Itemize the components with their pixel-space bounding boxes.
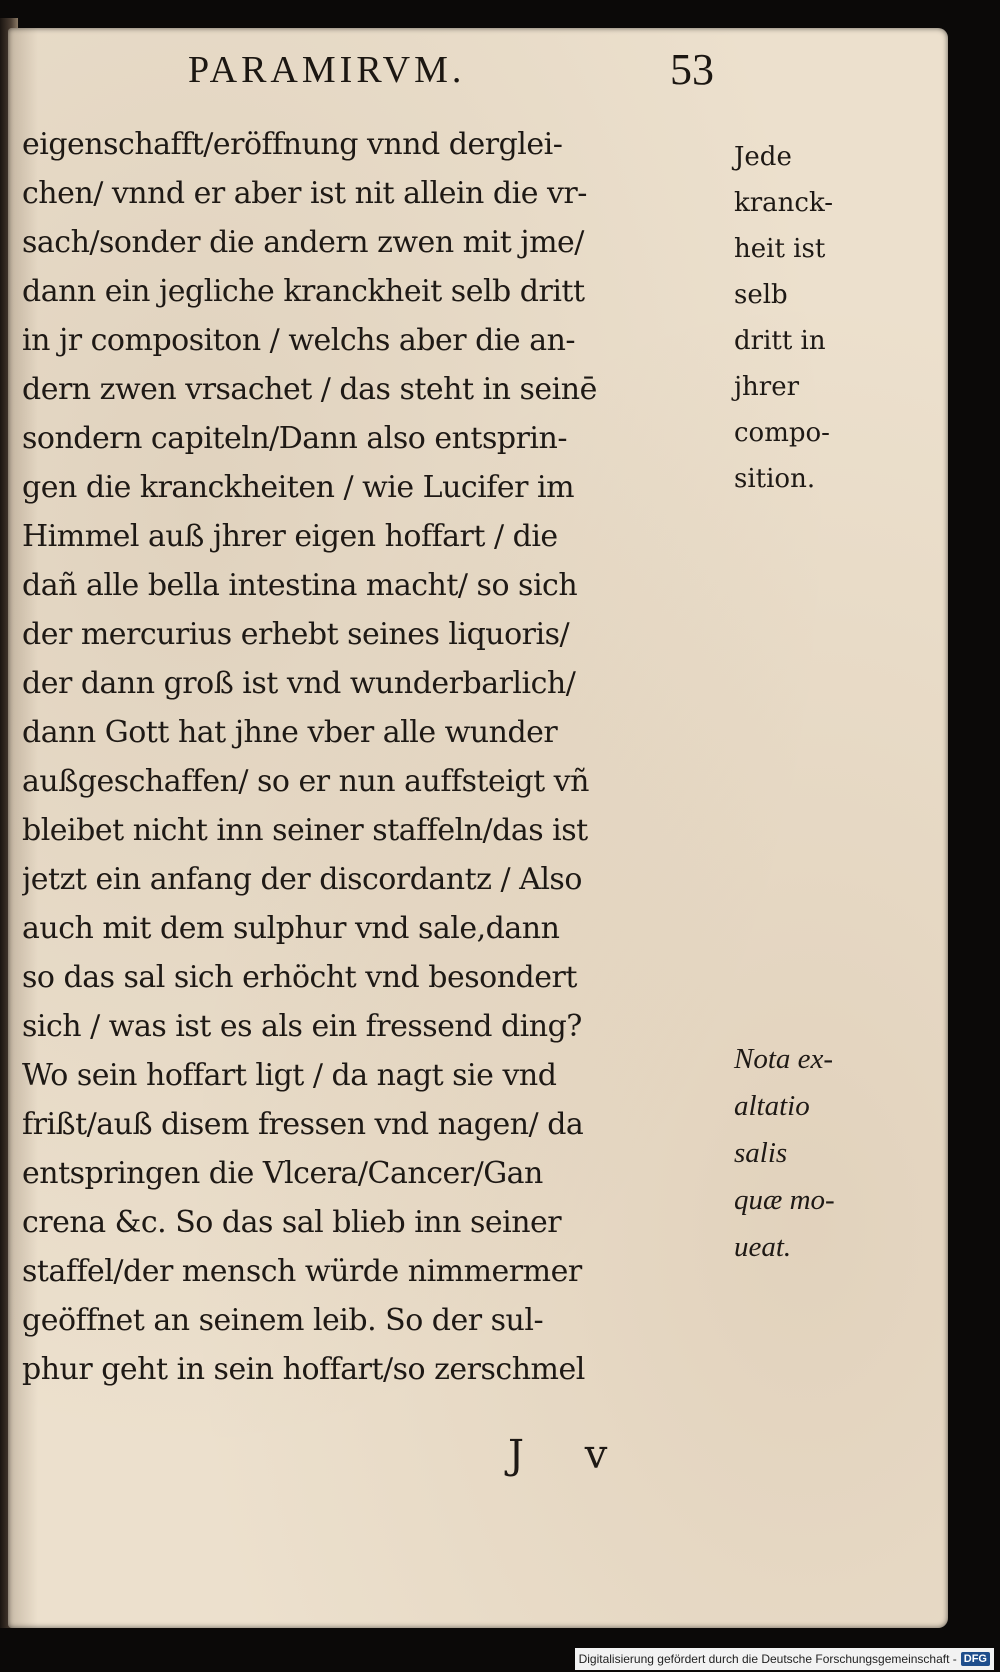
book-page <box>8 28 948 1628</box>
page-number: 53 <box>670 45 714 94</box>
text-line: frißt/auß disem fressen vnd nagen/ da <box>22 1107 584 1142</box>
text-line: chen/ vnnd er aber ist nit allein die vr- <box>22 176 587 211</box>
margin-note-line: heit ist <box>734 234 826 264</box>
margin-note-line: altatio <box>734 1090 810 1122</box>
text-line: so das sal sich erhöcht vnd besondert <box>22 960 577 995</box>
text-line: sich / was ist es als ein fressend ding? <box>22 1009 582 1044</box>
text-line: in jr compositon / welchs aber die an- <box>22 323 576 358</box>
text-line: Wo sein hoffart ligt / da nagt sie vnd <box>22 1058 557 1093</box>
margin-note-line: Nota ex- <box>734 1043 834 1075</box>
signature-mark: J v <box>508 1432 632 1478</box>
text-line: staffel/der mensch würde nimmermer <box>22 1254 582 1289</box>
text-line: bleibet nicht inn seiner staffeln/das ist <box>22 813 588 848</box>
text-line: der dann groß ist vnd wunderbarlich/ <box>22 666 576 701</box>
margin-note-line: dritt in <box>734 326 826 356</box>
text-line: dañ alle bella intestina macht/ so sich <box>22 568 578 603</box>
text-line: sondern capiteln/Dann also entsprin- <box>22 421 567 456</box>
margin-note-line: selb <box>734 280 788 310</box>
text-line: dann ein jegliche kranckheit selb dritt <box>22 274 585 309</box>
text-line: geöffnet an seinem leib. So der sul- <box>22 1303 544 1338</box>
text-line: eigenschafft/eröffnung vnnd derglei- <box>22 127 563 162</box>
digitization-footer <box>575 1648 994 1670</box>
margin-note-line: Jede <box>734 142 792 172</box>
margin-note-line: jhrer <box>734 372 800 402</box>
margin-note-line: compo- <box>734 418 830 448</box>
text-line: jetzt ein anfang der discordantz / Also <box>22 862 582 897</box>
text-line: sach/sonder die andern zwen mit jme/ <box>22 225 584 260</box>
text-line: entspringen die Vlcera/Cancer/Gan <box>22 1156 543 1191</box>
text-line: der mercurius erhebt seines liquoris/ <box>22 617 570 652</box>
text-line: außgeschaffen/ so er nun auffsteigt vñ <box>22 764 589 799</box>
margin-note-composition <box>734 134 833 502</box>
text-line: dann Gott hat jhne vber alle wunder <box>22 715 558 750</box>
margin-note-line: kranck- <box>734 188 834 218</box>
body-text <box>22 120 742 1394</box>
margin-note-exaltatio <box>734 1036 835 1271</box>
text-line: crena &c. So das sal blieb inn seiner <box>22 1205 562 1240</box>
margin-note-line: salis <box>734 1137 788 1169</box>
footer-credit: Digitalisierung gefördert durch die Deutsche Forschungsgemeinschaft - <box>578 1652 957 1666</box>
margin-note-line: ueat. <box>734 1231 792 1263</box>
text-line: gen die kranckheiten / wie Lucifer im <box>22 470 575 505</box>
margin-note-line: quæ mo- <box>734 1184 835 1216</box>
text-line: dern zwen vrsachet / das steht in seinē <box>22 372 597 407</box>
text-line: Himmel auß jhrer eigen hoffart / die <box>22 519 558 554</box>
dfg-logo: DFG <box>961 1652 990 1666</box>
text-line: auch mit dem sulphur vnd sale,dann <box>22 911 560 946</box>
margin-note-line: sition. <box>734 464 816 494</box>
text-line: phur geht in sein hoffart/so zerschmel <box>22 1352 585 1387</box>
running-head: PARAMIRVM. <box>188 49 466 91</box>
